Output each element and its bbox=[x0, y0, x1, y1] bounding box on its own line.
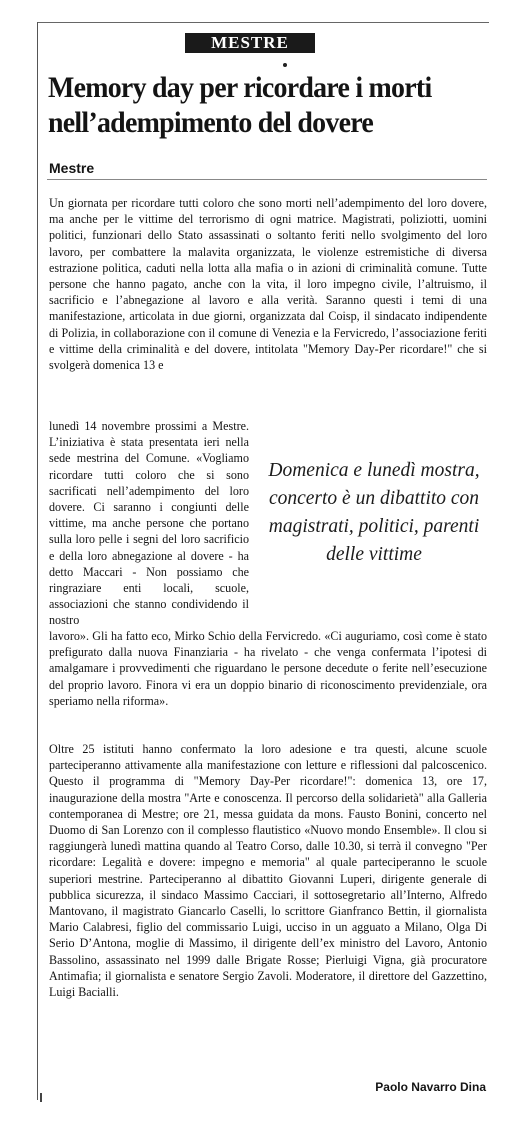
clipping-left-edge bbox=[37, 22, 38, 1100]
print-mark-bottom bbox=[40, 1093, 42, 1102]
article-headline: Memory day per ricordare i morti nell’adempimento del dovere bbox=[48, 71, 432, 139]
body-paragraph-1: Un giornata per ricordare tutti coloro che sono morti nell’adempimento del loro dovere, ma anche per le vittime del terrorismo di ogni matrice. Magistrati, poliziotti, uomini politici, funzionari dello Stato assassinati o soltanto feriti nello svolgimento del loro lavoro, per combattere la malavita organizzata, le violenze estremistiche di diversa estrazione politica, caduti nella lotta alla mafia o in azioni di criminalità comune. Tutte persone che hanno pagato, anche con la vita, il loro impegno civile, l’altruismo, il sacrificio e l’abnegazione al lavoro e alla verità. Saranno questi i temi di una manifestazione, articolata in due giorni, organizzata dal Coisp, il sindacato indipendente di Polizia, in collaborazione con il comune di Venezia e la Fervicredo, l’associazione feriti e vittime della criminalità e del dovere, intitolata "Memory Day-Per ricordare!" che si svolgerà domenica 13 e bbox=[49, 196, 487, 373]
pull-quote: Domenica e lunedì mostra, concerto è un dibattito con magistrati, politici, parenti delle vittime bbox=[268, 460, 480, 565]
body-paragraph-2: lavoro». Gli ha fatto eco, Mirko Schio della Fervicredo. «Ci auguriamo, così come è stato prefigurato dalla nuova Finanziaria - ha rivelato - che venga confermata l’ipotesi di amalgamare i provvedimenti che riguardano le persone decedute o ferite nell’esecuzione del proprio lavoro. Finora vi era un doppio binario di riconoscimento previdenziale, ora speriamo nella riforma». bbox=[49, 629, 487, 708]
body-paragraph-3: Oltre 25 istituti hanno confermato la loro adesione e tra questi, alcune scuole parteciperanno attivamente alla manifestazione con letture e riflessioni dal palcoscenico. Questo il programma di "Memory Day-Per ricordare!": domenica 13, ore 17, inaugurazione della mostra "Arte e conoscenza. Il percorso della solidarietà" alla Galleria contemporanea di Mestre; ore 21, messa guidata da mons. Fausto Bonini, concerto nel Duomo di San Lorenzo con il complesso flautistico «Nuovo mondo Ensemble». Il clou si raggiungerà lunedì mattina quando al Teatro Corso, dalle 10.30, si terrà il convegno "Per ricordare: Legalità e dovere: impegno e memoria" al quale parteciperanno le scuole superiori mestrine. Parteciperanno al dibattito Giovanni Luperi, dirigente generale di pubblica sicurezza, il sindaco Massimo Cacciari, il sottosegretario all’Interno, Alfredo Mantovano, il magistrato Giancarlo Caselli, lo scrittore Gianfranco Bettin, il giornalista Mario Calabresi, figlio del commissario Luigi, ucciso in un agguato a Milano, Olga Di Serio D’Antona, moglie di Massimo, il dirigente dell’ex ministro del Lavoro, Antonio Bassolino, assassinato nel 1999 dalle Brigate Rosse; Pierluigi Vigna, già procuratore Antimafia; il giornalista e senatore Sergio Zavoli. Moderatore, il direttore del Gazzettino, Luigi Bacialli. bbox=[49, 742, 487, 1000]
body-column-text: lunedì 14 novembre prossimi a Mestre. L’iniziativa è stata presentata ieri nella sede mestrina del Comune. «Vogliamo ricordare tutti coloro che si sono sacrificati nell’adempimento del loro dovere. Ci saranno i congiunti delle vittime, ma anche persone che portano sulla loro pelle i segni del loro sacrificio e della loro abnegazione al dovere - ha detto Maccari - Non possiamo che ringraziare enti locali, scuole, associazioni che stanno condividendo il nostro bbox=[49, 419, 249, 628]
article-dateline: Mestre bbox=[49, 160, 95, 176]
article-byline: Paolo Navarro Dina bbox=[375, 1080, 486, 1094]
section-label: MESTRE bbox=[211, 33, 289, 52]
clipping-top-edge bbox=[37, 22, 489, 23]
dateline-rule bbox=[47, 179, 487, 180]
print-mark bbox=[283, 63, 287, 67]
